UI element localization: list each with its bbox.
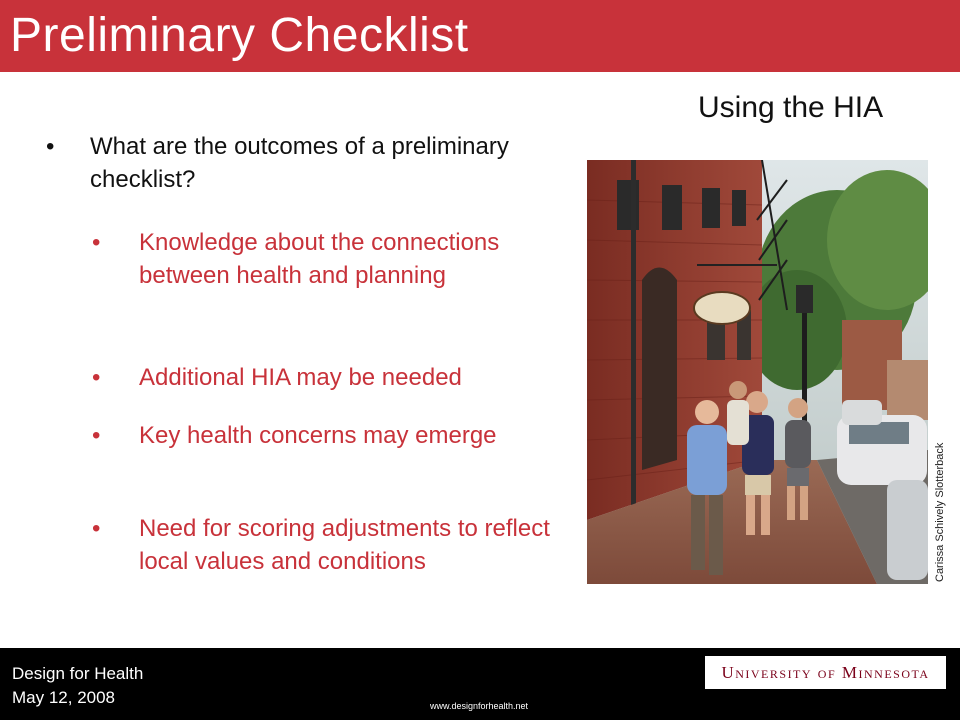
main-bullet-text: What are the outcomes of a preliminary checklist? bbox=[90, 133, 509, 193]
bullet-marker: • bbox=[92, 229, 101, 256]
sub-bullet-text: Knowledge about the connections between health and planning bbox=[139, 229, 500, 289]
footer-organization: Design for Health bbox=[12, 664, 144, 683]
photo-credit: Carissa Schively Slotterback bbox=[934, 442, 946, 582]
sub-bullet-text: Key health concerns may emerge bbox=[139, 422, 497, 449]
bullet-marker: • bbox=[92, 364, 101, 391]
bullet-marker: • bbox=[92, 422, 101, 449]
sub-bullet-text: Additional HIA may be needed bbox=[139, 364, 462, 391]
bullet-marker: • bbox=[92, 515, 101, 542]
street-photo bbox=[587, 160, 928, 584]
slide-title: Preliminary Checklist bbox=[10, 9, 469, 62]
slide-subtitle: Using the HIA bbox=[698, 91, 884, 124]
street-scene-illustration bbox=[587, 160, 928, 584]
university-logo: University of Minnesota bbox=[705, 656, 946, 689]
footer-url: www.designforhealth.net bbox=[430, 701, 529, 711]
bullet-marker: • bbox=[46, 133, 55, 160]
footer-date: May 12, 2008 bbox=[12, 688, 116, 707]
sub-bullet-text: Need for scoring adjustments to reflect local values and conditions bbox=[139, 515, 550, 575]
